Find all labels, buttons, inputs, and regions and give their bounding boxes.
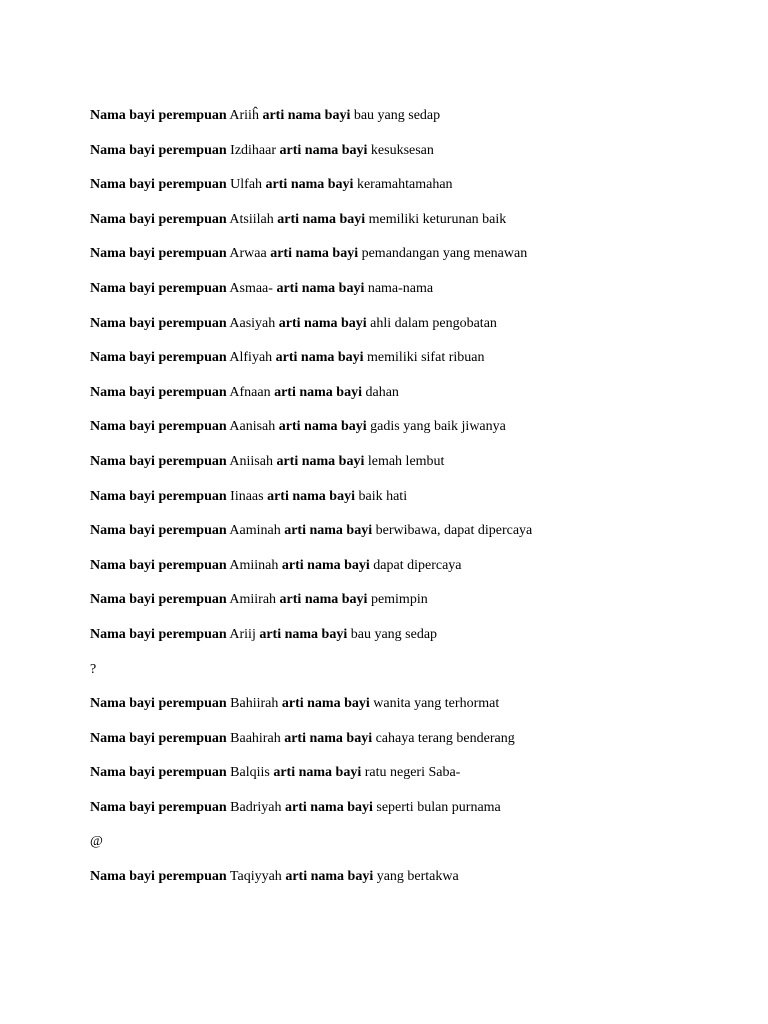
entry-prefix: Nama bayi perempuan: [90, 488, 227, 504]
entry-name: Ariiĥ: [229, 108, 259, 123]
list-item: [90, 347, 730, 382]
entry-name: Ariij: [229, 626, 256, 642]
entry-meaning: baik hati: [358, 488, 408, 504]
entry-mid: arti nama bayi: [284, 799, 373, 815]
list-item: [90, 140, 730, 175]
entry-prefix: Nama bayi perempuan: [90, 626, 227, 642]
list-item: [90, 243, 730, 278]
list-item: [90, 624, 730, 659]
entry-mid: arti nama bayi: [278, 315, 367, 331]
entry-prefix: Nama bayi perempuan: [90, 384, 227, 400]
entry-name: Aanisah: [229, 419, 276, 435]
entry-name: Baahirah: [230, 730, 281, 746]
entry-name: Aniisah: [229, 453, 273, 469]
entry-mid: arti nama bayi: [273, 765, 362, 781]
entry-name: Aasiyah: [229, 315, 276, 331]
name-list: [90, 105, 730, 901]
entry-meaning: pemimpin: [370, 592, 428, 608]
stray-symbol: ?: [90, 661, 97, 677]
entry-name: Aaminah: [229, 523, 281, 539]
list-item: [90, 797, 730, 832]
entry-meaning: lemah lembut: [367, 453, 445, 469]
entry-meaning: dahan: [365, 384, 399, 400]
entry-meaning: cahaya terang benderang: [375, 730, 515, 746]
entry-name: Iinaas: [230, 488, 264, 504]
entry-mid: arti nama bayi: [276, 280, 365, 296]
entry-meaning: ahli dalam pengobatan: [370, 315, 497, 331]
entry-meaning: memiliki keturunan baik: [368, 211, 507, 227]
entry-prefix: Nama bayi perempuan: [90, 280, 227, 296]
entry-mid: arti nama bayi: [276, 453, 365, 469]
list-item: [90, 555, 730, 590]
entry-mid: arti nama bayi: [267, 488, 355, 504]
entry-prefix: Nama bayi perempuan: [90, 350, 227, 366]
entry-meaning: ratu negeri Saba-: [364, 765, 461, 781]
entry-name: Afnaan: [229, 384, 271, 400]
list-item: [90, 416, 730, 451]
entry-prefix: Nama bayi perempuan: [90, 557, 227, 573]
entry-meaning: dapat dipercaya: [373, 557, 462, 573]
list-item: [90, 831, 730, 866]
list-item: [90, 486, 730, 521]
entry-name: Bahiirah: [230, 696, 279, 712]
list-item: [90, 209, 730, 244]
entry-mid: arti nama bayi: [278, 419, 367, 435]
entry-meaning: wanita yang terhormat: [373, 696, 500, 712]
entry-prefix: Nama bayi perempuan: [90, 419, 227, 435]
entry-mid: arti nama bayi: [279, 592, 368, 608]
list-item: [90, 866, 730, 901]
entry-meaning: yang bertakwa: [376, 869, 459, 885]
entry-mid: arti nama bayi: [281, 696, 370, 712]
entry-mid: arti nama bayi: [284, 730, 373, 746]
list-item: [90, 382, 730, 417]
entry-meaning: pemandangan yang menawan: [361, 246, 528, 262]
entry-meaning: kesuksesan: [370, 142, 434, 158]
entry-mid: arti nama bayi: [275, 350, 364, 366]
entry-prefix: Nama bayi perempuan: [90, 765, 227, 781]
entry-prefix: Nama bayi perempuan: [90, 246, 227, 262]
list-item: [90, 589, 730, 624]
entry-mid: arti nama bayi: [277, 211, 366, 227]
entry-prefix: Nama bayi perempuan: [90, 730, 227, 746]
list-item: [90, 313, 730, 348]
entry-name: Amiirah: [229, 592, 277, 608]
entry-prefix: Nama bayi perempuan: [90, 177, 227, 193]
entry-prefix: Nama bayi perempuan: [90, 142, 227, 158]
entry-mid: arti nama bayi: [284, 523, 373, 539]
entry-name: Badriyah: [230, 799, 282, 815]
entry-meaning: berwibawa, dapat dipercaya: [375, 523, 533, 539]
list-item: [90, 174, 730, 209]
entry-prefix: Nama bayi perempuan: [90, 592, 227, 608]
entry-name: Izdihaar: [230, 142, 277, 158]
entry-mid: arti nama bayi: [285, 869, 374, 885]
entry-meaning: keramahtamahan: [356, 177, 453, 193]
entry-mid: arti nama bayi: [259, 626, 348, 642]
list-item: [90, 278, 730, 313]
entry-meaning: bau yang sedap: [350, 626, 438, 642]
entry-meaning: gadis yang baik jiwanya: [370, 419, 506, 435]
entry-prefix: Nama bayi perempuan: [90, 108, 227, 123]
entry-mid: arti nama bayi: [262, 108, 351, 123]
entry-name: Amiinah: [229, 557, 279, 573]
entry-name: Ulfah: [230, 177, 263, 193]
entry-mid: arti nama bayi: [274, 384, 362, 400]
entry-prefix: Nama bayi perempuan: [90, 211, 227, 227]
entry-mid: arti nama bayi: [265, 177, 354, 193]
entry-prefix: Nama bayi perempuan: [90, 869, 227, 885]
entry-name: Taqiyyah: [229, 869, 282, 885]
list-item: [90, 520, 730, 555]
entry-name: Asmaa-: [229, 280, 273, 296]
entry-name: Balqiis: [230, 765, 270, 781]
entry-meaning: bau yang sedap: [353, 108, 441, 123]
entry-mid: arti nama bayi: [279, 142, 368, 158]
entry-meaning: nama-nama: [367, 280, 434, 296]
entry-prefix: Nama bayi perempuan: [90, 696, 227, 712]
entry-meaning: seperti bulan purnama: [376, 799, 501, 815]
entry-mid: arti nama bayi: [281, 557, 370, 573]
entry-name: Alfiyah: [229, 350, 273, 366]
list-item: [90, 659, 730, 694]
entry-mid: arti nama bayi: [270, 246, 359, 262]
entry-prefix: Nama bayi perempuan: [90, 315, 227, 331]
list-item: [90, 693, 730, 728]
entry-prefix: Nama bayi perempuan: [90, 523, 227, 539]
list-item: [90, 451, 730, 486]
entry-name: Atsiilah: [229, 211, 274, 227]
list-item: [90, 728, 730, 763]
entry-prefix: Nama bayi perempuan: [90, 453, 227, 469]
list-item: [90, 762, 730, 797]
stray-symbol: @: [90, 834, 103, 850]
list-item: [90, 105, 730, 140]
entry-name: Arwaa: [229, 246, 267, 262]
entry-prefix: Nama bayi perempuan: [90, 799, 227, 815]
entry-meaning: memiliki sifat ribuan: [367, 350, 485, 366]
